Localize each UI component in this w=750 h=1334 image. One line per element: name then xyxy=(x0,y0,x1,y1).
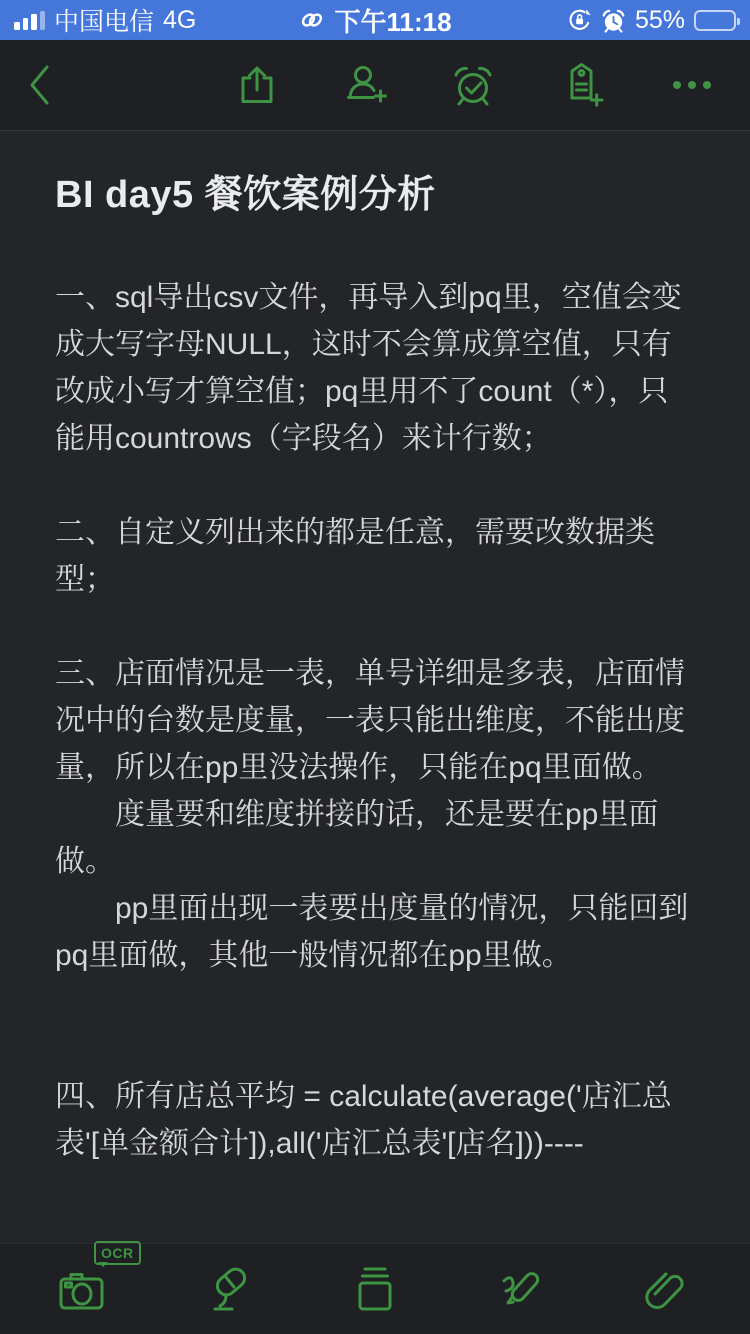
handwriting-button[interactable] xyxy=(496,1264,546,1314)
note-paragraph: pp里面出现一表要出度量的情况，只能回到pq里面做，其他一般情况都在pp里做。 xyxy=(55,892,689,972)
network-type-label: 4G xyxy=(163,5,197,34)
more-button[interactable] xyxy=(668,61,716,109)
top-toolbar xyxy=(0,40,750,131)
share-button[interactable] xyxy=(234,62,280,108)
ocr-badge: OCR xyxy=(94,1241,141,1265)
clock-label: 下午11:18 xyxy=(334,6,452,37)
back-chevron-icon xyxy=(24,61,54,109)
camera-ocr-button[interactable] xyxy=(58,1245,134,1313)
share-icon xyxy=(234,62,280,108)
status-left xyxy=(14,2,196,38)
attachment-button[interactable] xyxy=(642,1264,692,1314)
note-paragraph: 三、店面情况是一表，单号详细是多表，店面情况中的台数是度量，一表只能出维度，不能出度量，所以在pp里没法操作，只能在pq里面做。 xyxy=(55,657,685,784)
status-right xyxy=(567,6,736,35)
add-person-button[interactable] xyxy=(342,62,388,108)
carrier-label: 中国电信 xyxy=(54,8,155,36)
marker-pen-icon xyxy=(496,1264,546,1314)
note-title[interactable]: BI day5 餐饮案例分析 xyxy=(55,174,436,216)
alarm-clock-icon xyxy=(601,8,626,33)
add-person-icon xyxy=(342,62,388,108)
voice-record-button[interactable] xyxy=(207,1264,255,1314)
battery-icon xyxy=(694,10,736,31)
bottom-toolbar xyxy=(0,1243,750,1334)
note-paragraphs[interactable] xyxy=(55,274,695,1167)
add-tag-icon xyxy=(558,61,606,109)
note-paragraph: 四、所有店总平均 = calculate(average('店汇总表'[单金额合计]),all('店汇总表'[店名]))---- xyxy=(55,1080,672,1160)
storage-box-icon xyxy=(351,1264,399,1314)
personal-hotspot-link-icon xyxy=(298,8,325,32)
note-paragraph: 度量要和维度拼接的话，还是要在pp里面做。 xyxy=(55,798,659,878)
note-editor[interactable] xyxy=(0,131,750,1167)
add-tag-button[interactable] xyxy=(558,61,606,109)
paperclip-icon xyxy=(642,1264,692,1314)
camera-ocr-icon xyxy=(58,1265,110,1313)
note-paragraph: 一、sql导出csv文件，再导入到pq里，空值会变成大写字母NULL，这时不会算成算空值，只有改成小写才算空值；pq里用不了count（*），只能用countrows（字段名）来计行数； xyxy=(55,281,682,455)
reminder-button[interactable] xyxy=(450,62,496,108)
status-center xyxy=(298,0,451,40)
nav-icon-group xyxy=(234,61,726,109)
battery-percent-label: 55% xyxy=(634,5,685,34)
signal-strength-icon xyxy=(14,9,45,32)
reminder-check-icon xyxy=(450,62,496,108)
more-ellipsis-icon xyxy=(668,61,716,109)
microphone-icon xyxy=(207,1264,255,1314)
storage-box-button[interactable] xyxy=(351,1264,399,1314)
status-bar xyxy=(0,0,750,40)
rotation-lock-icon xyxy=(567,8,592,33)
note-paragraph: 二、自定义列出来的都是任意，需要改数据类型； xyxy=(55,516,655,596)
back-button[interactable] xyxy=(24,61,54,109)
